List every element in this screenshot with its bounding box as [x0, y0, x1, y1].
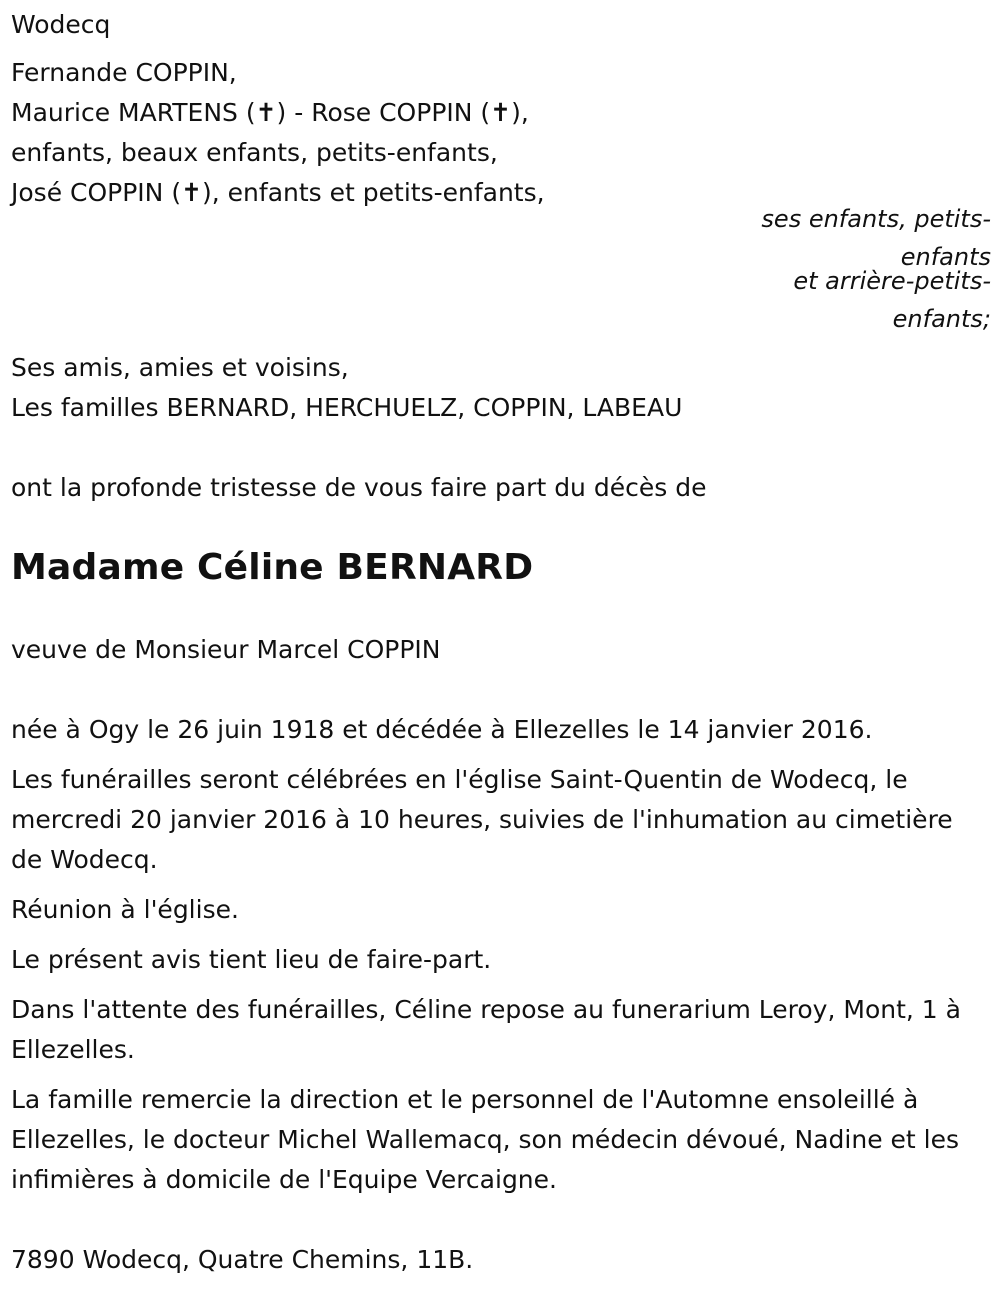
obituary-notice — [11, 5, 991, 1280]
family-list — [11, 53, 991, 213]
descendants-line: ses enfants, petits-enfants — [761, 205, 991, 271]
family-line: Fernande COPPIN, — [11, 58, 237, 87]
family-line: enfants, beaux enfants, petits-enfants, — [11, 138, 498, 167]
deceased-name: Madame Céline BERNARD — [11, 547, 534, 588]
spouse-line: veuve de Monsieur Marcel COPPIN — [11, 635, 441, 664]
descendants-italic — [731, 200, 991, 338]
repose-details: Dans l'attente des funérailles, Céline repose au funerarium Leroy, Mont, 1 à Ellezelles. — [11, 995, 961, 1064]
address-line: 7890 Wodecq, Quatre Chemins, 11B. — [11, 1245, 474, 1274]
thanks-text: La famille remercie la direction et le personnel de l'Automne ensoleillé à Ellezelles, le docteur Michel Wallemacq, son médecin dévoué, Nadine et les infimières à domicile de l'Equipe Vercaigne. — [11, 1085, 959, 1194]
meeting-details: Réunion à l'église. — [11, 895, 239, 924]
location-header: Wodecq — [11, 10, 111, 39]
family-line: Maurice MARTENS (✝) - Rose COPPIN (✝), — [11, 98, 529, 127]
descendants-line: et arrière-petits-enfants; — [793, 267, 991, 333]
notice-text: Le présent avis tient lieu de faire-part. — [11, 945, 492, 974]
families-line: Les familles BERNARD, HERCHUELZ, COPPIN, LABEAU — [11, 393, 683, 422]
birth-death-line: née à Ogy le 26 juin 1918 et décédée à Ellezelles le 14 janvier 2016. — [11, 715, 873, 744]
friends-line: Ses amis, amies et voisins, — [11, 353, 349, 382]
others-list — [11, 348, 991, 428]
funeral-details: Les funérailles seront célébrées en l'église Saint-Quentin de Wodecq, le mercredi 20 janvier 2016 à 10 heures, suivies de l'inhumation au cimetière de Wodecq. — [11, 765, 953, 874]
family-line: José COPPIN (✝), enfants et petits-enfants, — [11, 178, 545, 207]
announcement-text: ont la profonde tristesse de vous faire part du décès de — [11, 473, 707, 502]
